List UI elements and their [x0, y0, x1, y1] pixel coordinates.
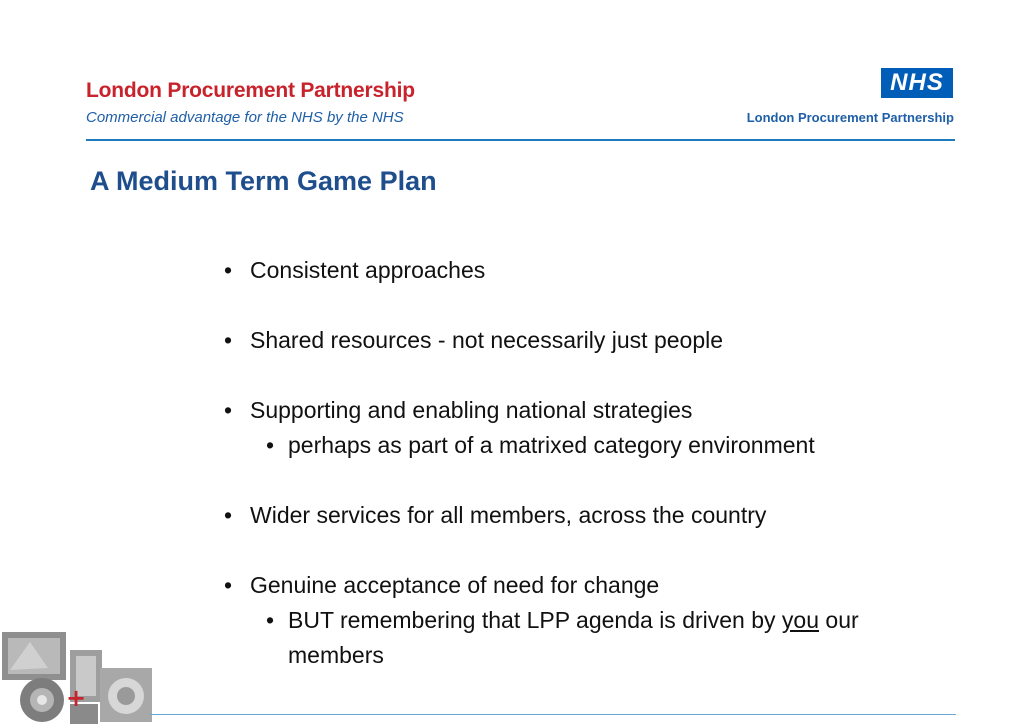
bullet-item: [222, 253, 942, 288]
bullet-text: Supporting and enabling national strategies: [250, 397, 693, 423]
brand-title: London Procurement Partnership: [86, 79, 415, 102]
bullet-item: [222, 568, 942, 603]
svg-text:+: +: [66, 684, 87, 712]
sub-bullet-text-suffix: our members: [288, 607, 859, 668]
footer-divider: [150, 714, 956, 715]
bullet-item: [222, 393, 942, 428]
nhs-logo-icon: NHS: [881, 68, 953, 98]
brand-tagline: Commercial advantage for the NHS by the NHS: [86, 109, 404, 126]
nhs-logo-subtitle: London Procurement Partnership: [746, 110, 954, 125]
sub-bullet-text: perhaps as part of a matrixed category environment: [288, 432, 815, 458]
header-divider: [86, 139, 955, 141]
bullet-dot: •: [224, 572, 233, 598]
bullet-item: [222, 323, 942, 358]
bullet-text: Consistent approaches: [250, 257, 486, 283]
sub-bullet-item: [222, 428, 942, 463]
bullet-dot: •: [224, 257, 233, 283]
sub-bullet-item: [222, 603, 942, 673]
bullet-text: Wider services for all members, across the country: [250, 502, 767, 528]
bullet-list: [222, 253, 942, 673]
bullet-dot: •: [224, 397, 233, 423]
slide-title: A Medium Term Game Plan: [90, 166, 437, 196]
photo-collage-icon: [0, 628, 156, 724]
bullet-dot: •: [266, 607, 275, 633]
bullet-item: [222, 498, 942, 533]
sub-bullet-text-prefix: BUT remembering that LPP agenda is driven by: [288, 607, 782, 633]
sub-bullet-emphasis: you: [781, 607, 820, 633]
bullet-text: Shared resources - not necessarily just people: [250, 327, 724, 353]
bullet-dot: •: [224, 327, 233, 353]
bullet-dot: •: [224, 502, 233, 528]
bullet-text: Genuine acceptance of need for change: [250, 572, 660, 598]
bullet-dot: •: [266, 432, 275, 458]
